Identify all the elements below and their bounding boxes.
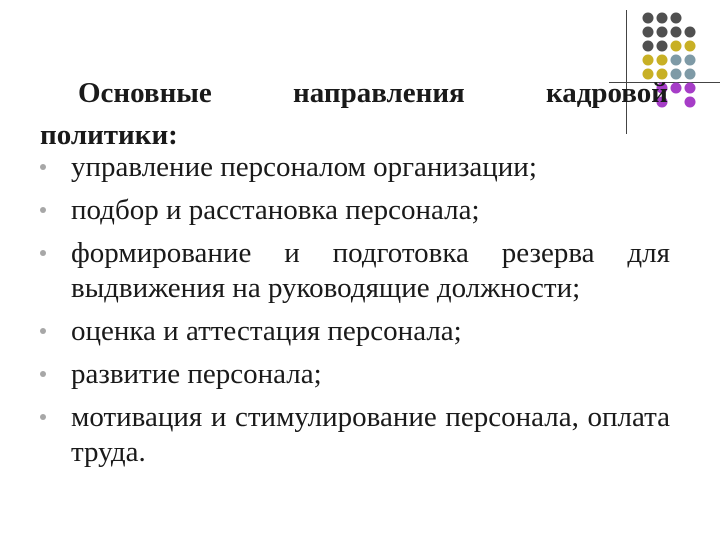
title-line-2: политики: bbox=[40, 119, 178, 151]
bullet-icon bbox=[40, 414, 46, 420]
directions-list bbox=[40, 150, 670, 478]
decor-dot bbox=[643, 41, 654, 52]
list-item-text: подбор и расстановка персонала; bbox=[71, 194, 480, 226]
bullet-icon bbox=[40, 164, 46, 170]
decor-dot bbox=[643, 27, 654, 38]
list-item bbox=[40, 150, 670, 185]
decor-dot bbox=[685, 27, 696, 38]
decor-dot bbox=[685, 69, 696, 80]
slide-title bbox=[40, 72, 668, 156]
decor-dot bbox=[671, 13, 682, 24]
title-word-1: Основные bbox=[78, 77, 212, 109]
decor-dot bbox=[671, 27, 682, 38]
bullet-icon bbox=[40, 371, 46, 377]
list-item-text: оценка и аттестация персонала; bbox=[71, 315, 462, 347]
list-item bbox=[40, 314, 670, 349]
decor-dot bbox=[685, 97, 696, 108]
list-item bbox=[40, 357, 670, 392]
list-item-text: мотивация и стимулирование персонала, оплата труда. bbox=[71, 401, 670, 468]
bullet-icon bbox=[40, 207, 46, 213]
list-item bbox=[40, 236, 670, 306]
decor-dot bbox=[657, 27, 668, 38]
list-item bbox=[40, 193, 670, 228]
decor-dot bbox=[657, 55, 668, 66]
decor-dot bbox=[657, 13, 668, 24]
list-item-text: развитие персонала; bbox=[71, 358, 322, 390]
decor-dot bbox=[671, 55, 682, 66]
title-word-2: направления bbox=[293, 77, 465, 109]
decor-dot bbox=[643, 55, 654, 66]
list-item-text: формирование и подготовка резерва для выдвижения на руководящие должности; bbox=[71, 237, 670, 304]
decor-dot bbox=[671, 41, 682, 52]
decor-dot bbox=[657, 41, 668, 52]
list-item bbox=[40, 400, 670, 470]
decor-dot bbox=[685, 55, 696, 66]
decor-dot bbox=[671, 83, 682, 94]
bullet-icon bbox=[40, 250, 46, 256]
title-word-3: кадровой bbox=[545, 77, 668, 109]
decor-dot bbox=[643, 13, 654, 24]
decor-dot bbox=[685, 83, 696, 94]
decor-dot bbox=[685, 41, 696, 52]
decor-dot bbox=[671, 69, 682, 80]
bullet-icon bbox=[40, 328, 46, 334]
list-item-text: управление персоналом организации; bbox=[71, 151, 537, 183]
title-line-1 bbox=[40, 72, 668, 114]
